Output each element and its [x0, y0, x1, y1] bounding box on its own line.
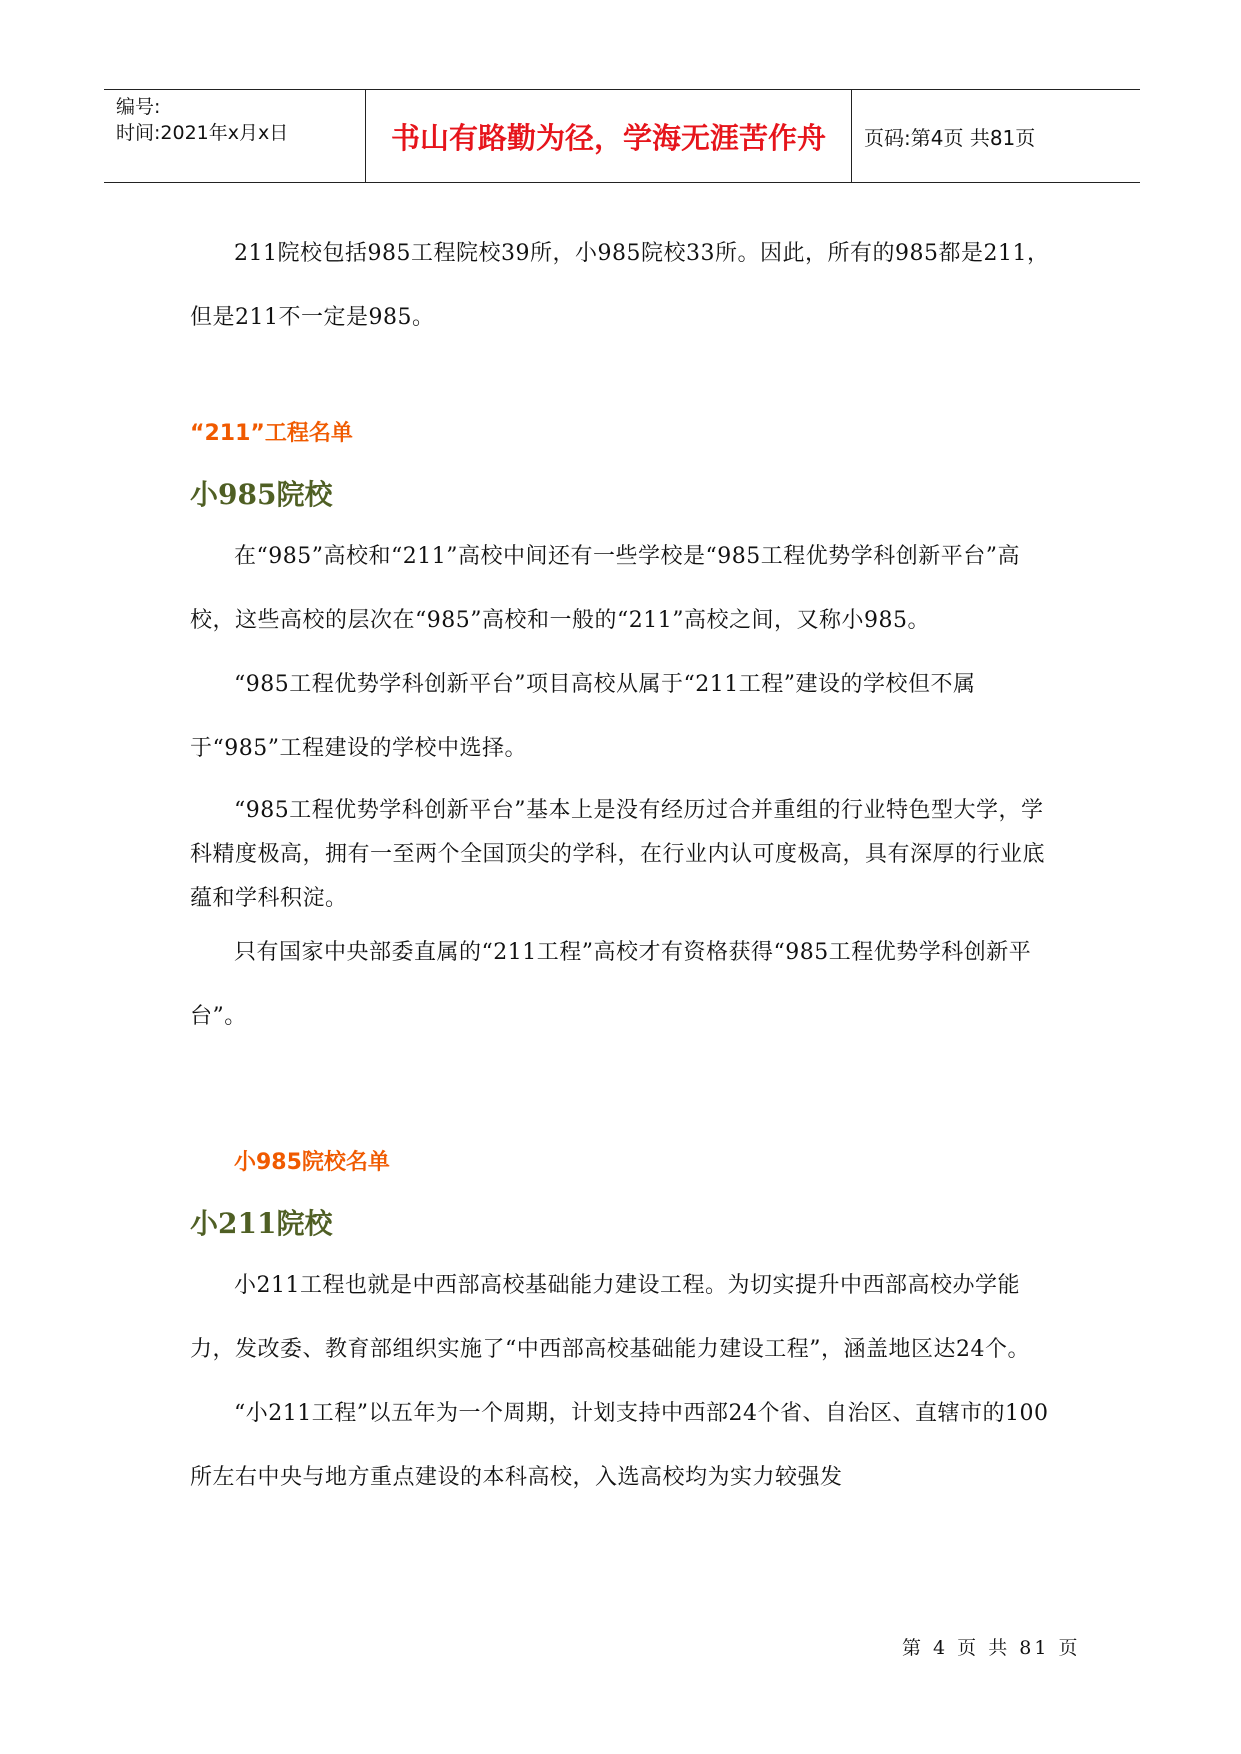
- paragraph: “985工程优势学科创新平台”基本上是没有经历过合并重组的行业特色型大学，学科精度极高，拥有一至两个全国顶尖的学科，在行业内认可度极高，具有深厚的行业底蕴和学科积淀。: [190, 798, 1046, 911]
- page-header: [104, 89, 1140, 183]
- list-title-211: “211”工程名单: [190, 421, 353, 446]
- paragraph: 小211工程也就是中西部高校基础能力建设工程。为切实提升中西部高校办学能力，发改委、教育部组织实施了“中西部高校基础能力建设工程”，涵盖地区达24个。: [190, 1273, 1030, 1362]
- number-label: 编号:: [116, 96, 161, 118]
- intro-paragraph: 211院校包括985工程院校39所，小985院校33所。因此，所有的985都是211，但是211不一定是985。: [190, 241, 1050, 330]
- page-footer: 第 4 页 共 81 页: [902, 1637, 1081, 1659]
- list-title-985: 小985院校名单: [234, 1150, 390, 1175]
- paragraph: “小211工程”以五年为一个周期，计划支持中西部24个省、自治区、直辖市的100所左右中央与地方重点建设的本科高校，入选高校均为实力较强发: [190, 1401, 1049, 1490]
- time-label: 时间:2021年x月x日: [116, 122, 289, 144]
- paragraph: 只有国家中央部委直属的“211工程”高校才有资格获得“985工程优势学科创新平台”。: [190, 940, 1032, 1029]
- header-motto: 书山有路勤为径，学海无涯苦作舟: [366, 90, 852, 182]
- section-heading-985: 小985院校: [190, 478, 333, 511]
- header-page-label: 页码:第4页 共81页: [864, 125, 1036, 150]
- document-body: [190, 222, 1060, 1510]
- header-meta: [104, 90, 366, 182]
- paragraph: 在“985”高校和“211”高校中间还有一些学校是“985工程优势学科创新平台”高校，这些高校的层次在“985”高校和一般的“211”高校之间，又称小985。: [190, 544, 1020, 633]
- paragraph: “985工程优势学科创新平台”项目高校从属于“211工程”建设的学校但不属于“985”工程建设的学校中选择。: [190, 672, 976, 761]
- section-heading-211: 小211院校: [190, 1207, 333, 1240]
